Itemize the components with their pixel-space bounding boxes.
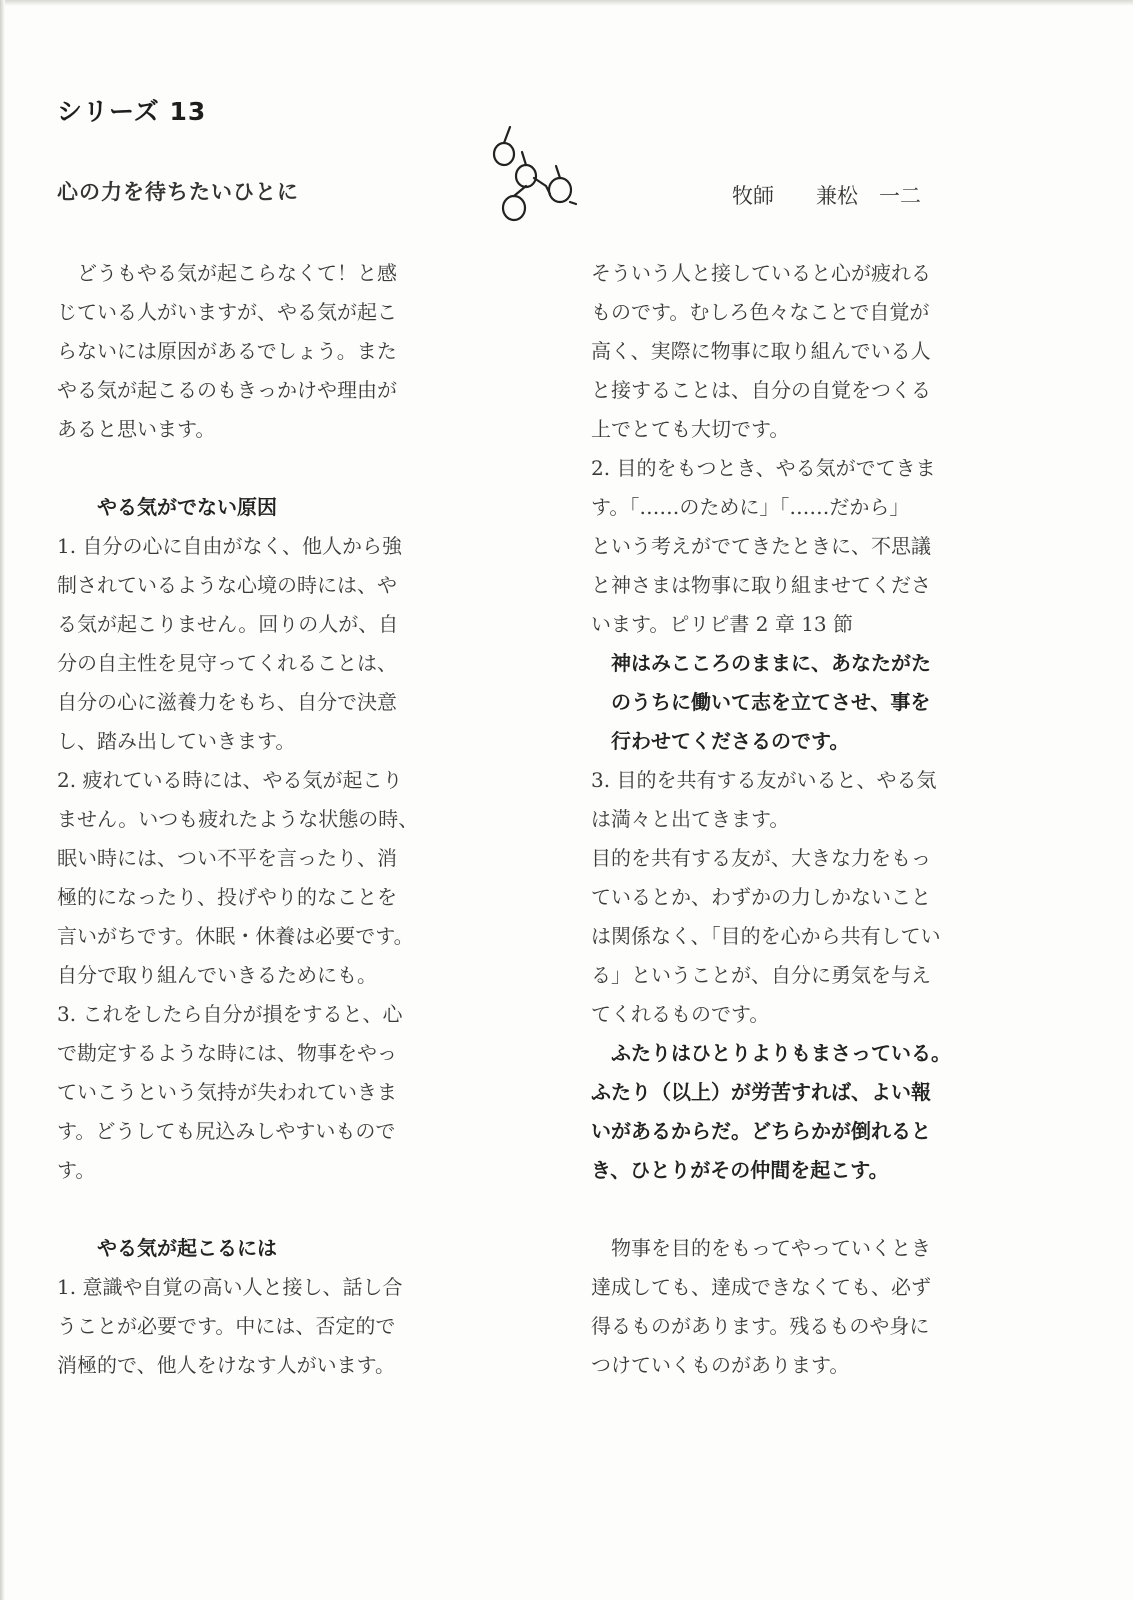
left-text-line: どうもやる気が起こらなくて！と感: [57, 261, 397, 285]
left-text-line: し、踏み出していきます。: [57, 729, 296, 753]
right-text-line: と接することは、自分の自覚をつくる: [591, 378, 931, 402]
right-text-line: る」ということが、自分に勇気を与え: [591, 963, 931, 987]
right-text-line: と神さまは物事に取り組ませてくださ: [591, 573, 931, 597]
left-text-line: 極的になったり、投げやり的なことを: [57, 885, 397, 909]
left-text-line: 1. 自分の心に自由がなく、他人から強: [57, 534, 403, 558]
left-spacer: [57, 1190, 457, 1229]
left-text-line: 3. これをしたら自分が損をすると、心: [57, 1002, 403, 1026]
right-text-line: 得るものがあります。残るものや身に: [591, 1314, 930, 1338]
right-text-line: 達成しても、達成できなくても、必ず: [591, 1275, 931, 1299]
left-text-line: 制されているような心境の時には、や: [57, 573, 397, 597]
right-scripture-line: ふたりはひとりよりもまさっている。: [591, 1041, 951, 1065]
left-text-line: る気が起こりません。回りの人が、自: [57, 612, 399, 636]
right-text-line: 2. 目的をもつとき、やる気がでてきま: [591, 456, 936, 480]
left-text-line: 眠い時には、つい不平を言ったり、消: [57, 846, 397, 870]
right-text-line: 目的を共有する友が、大きな力をもっ: [591, 846, 931, 870]
right-scripture-line: 神はみこころのままに、あなたがた: [591, 651, 931, 675]
right-text-line: す。「……のために」「……だから」: [591, 495, 910, 519]
right-text-line: という考えがでてきたときに、不思議: [591, 534, 931, 558]
right-column: [591, 254, 991, 1385]
left-text-line: 消極的で、他人をけなす人がいます。: [57, 1353, 395, 1377]
left-text-line: じている人がいますが、やる気が起こ: [57, 300, 397, 324]
right-text-line: います。ピリピ書 2 章 13 節: [591, 612, 854, 636]
left-text-line: 分の自主性を見守ってくれることは、: [57, 651, 397, 675]
left-text-line: 2. 疲れている時には、やる気が起こり: [57, 768, 403, 792]
left-text-line: らないには原因があるでしょう。また: [57, 339, 397, 363]
left-text-line: 自分の心に滋養力をもち、自分で決意: [57, 690, 397, 714]
left-text-line: 自分で取り組んでいきるためにも。: [57, 963, 377, 987]
right-text-line: 上でとても大切です。: [591, 417, 790, 441]
left-section-heading: やる気がでない原因: [57, 495, 277, 519]
left-text-line: ません。いつも疲れたような状態の時、: [57, 807, 419, 831]
left-text-line: やる気が起こるのもきっかけや理由が: [57, 378, 397, 402]
cherries-icon: [490, 120, 586, 230]
left-text-line: 1. 意識や自覚の高い人と接し、話し合: [57, 1275, 403, 1299]
right-text-line: そういう人と接していると心が疲れる: [591, 261, 931, 285]
left-text-line: ていこうという気持が失われていきま: [57, 1080, 397, 1104]
right-text-line: ているとか、わずかの力しかないこと: [591, 885, 931, 909]
right-text-line: 高く、実際に物事に取り組んでいる人: [591, 339, 931, 363]
left-text-line: す。: [57, 1158, 96, 1182]
scan-edge-top: [0, 0, 1133, 6]
right-text-line: てくれるものです。: [591, 1002, 770, 1026]
article-title: 心の力を待ちたいひとに: [57, 180, 299, 204]
right-text-line: は満々と出てきます。: [591, 807, 790, 831]
left-text-line: で勘定するような時には、物事をやっ: [57, 1041, 397, 1065]
right-text-line: 3. 目的を共有する友がいると、やる気: [591, 768, 937, 792]
right-scripture-line: いがあるからだ。どちらかが倒れると: [591, 1119, 931, 1143]
left-text-line: す。どうしても尻込みしやすいもので: [57, 1119, 396, 1143]
right-scripture-line: ふたり（以上）が労苦すれば、よい報: [591, 1080, 931, 1104]
left-text-line: 言いがちです。休眠・休養は必要です。: [57, 924, 414, 948]
left-spacer: [57, 449, 457, 488]
right-scripture-line: き、ひとりがその仲間を起こす。: [591, 1158, 889, 1182]
right-scripture-line: 行わせてくださるのです。: [591, 729, 850, 753]
right-text-line: ものです。むしろ色々なことで自覚が: [591, 300, 930, 324]
author-byline: 牧師 兼松 一二: [732, 184, 921, 208]
left-text-line: うことが必要です。中には、否定的で: [57, 1314, 396, 1338]
left-text-line: あると思います。: [57, 417, 216, 441]
right-text-line: は関係なく、「目的を心から共有してい: [591, 924, 941, 948]
right-spacer: [591, 1190, 991, 1229]
right-text-line: 物事を目的をもってやっていくとき: [591, 1236, 931, 1260]
right-text-line: つけていくものがあります。: [591, 1353, 850, 1377]
left-column: [57, 254, 457, 1385]
series-label: シリーズ 13: [57, 97, 207, 126]
left-section-heading: やる気が起こるには: [57, 1236, 277, 1260]
scan-edge-left: [0, 0, 5, 1600]
right-scripture-line: のうちに働いて志を立てさせ、事を: [591, 690, 931, 714]
